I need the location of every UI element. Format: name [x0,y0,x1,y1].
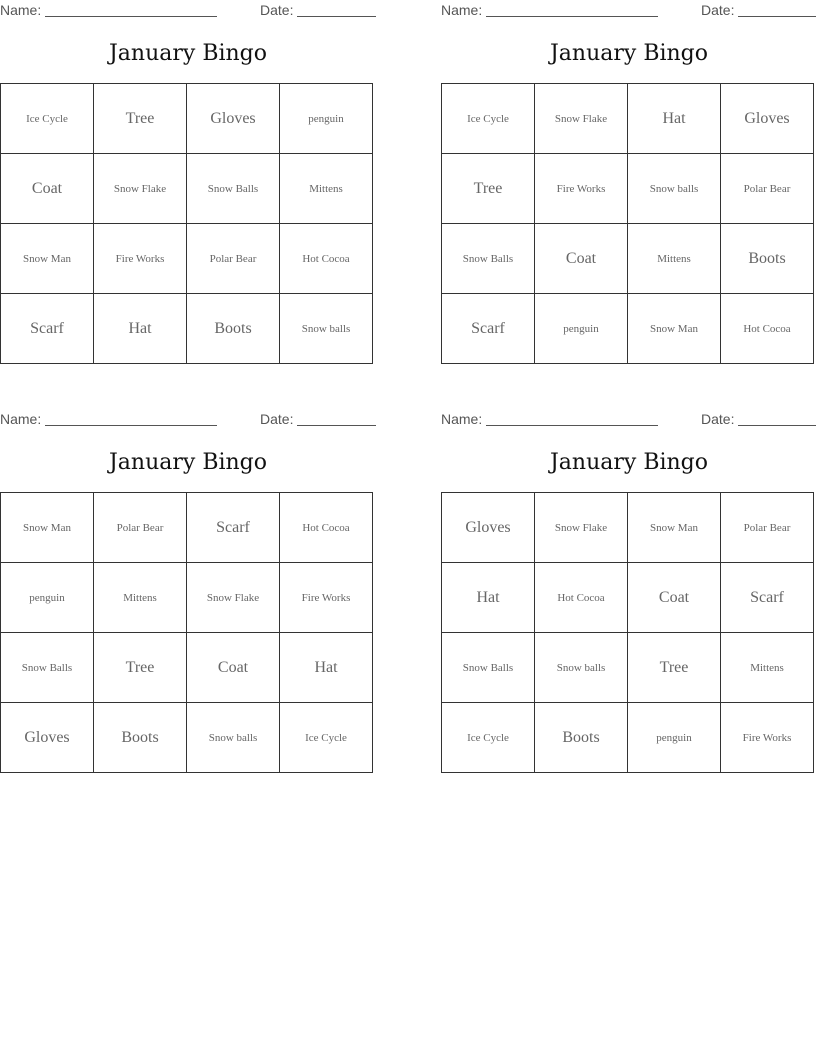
bingo-cell: Fire Works [94,224,187,294]
bingo-cell: Boots [721,224,814,294]
bingo-cell: Ice Cycle [280,703,373,773]
bingo-cell: Ice Cycle [442,84,535,154]
bingo-cell: Ice Cycle [1,84,94,154]
bingo-cell: Snow balls [628,154,721,224]
date-blank[interactable] [297,16,376,17]
bingo-cell: Hot Cocoa [280,224,373,294]
bingo-cell: Coat [628,563,721,633]
bingo-cell: Snow Flake [187,563,280,633]
bingo-cell: Gloves [1,703,94,773]
bingo-cell: Coat [1,154,94,224]
name-date-header [441,0,816,20]
bingo-cell: Snow Flake [535,84,628,154]
bingo-cell: Scarf [187,493,280,563]
date-label: Date: [701,411,735,427]
date-blank[interactable] [738,16,816,17]
bingo-cell: Snow Balls [442,633,535,703]
bingo-cell: Tree [94,633,187,703]
bingo-cell: Mittens [280,154,373,224]
bingo-cell: Polar Bear [721,493,814,563]
bingo-cell: penguin [628,703,721,773]
bingo-cell: Snow balls [280,294,373,364]
card-title: January Bingo [108,450,268,475]
bingo-cell: Fire Works [280,563,373,633]
bingo-cell: Polar Bear [721,154,814,224]
bingo-cell: Hot Cocoa [721,294,814,364]
bingo-grid [0,492,373,773]
bingo-cell: Boots [535,703,628,773]
bingo-cell: Snow Balls [1,633,94,703]
name-date-header [441,409,816,429]
bingo-cell: Coat [187,633,280,703]
name-label: Name: [441,2,483,18]
card-title: January Bingo [108,41,268,66]
bingo-cell: Fire Works [535,154,628,224]
bingo-cell: Gloves [187,84,280,154]
bingo-cell: Mittens [628,224,721,294]
date-label: Date: [260,411,294,427]
bingo-cell: Snow Man [1,224,94,294]
date-blank[interactable] [738,425,816,426]
bingo-cell: Hat [280,633,373,703]
bingo-cell: Snow balls [535,633,628,703]
bingo-cell: Mittens [721,633,814,703]
bingo-cell: Mittens [94,563,187,633]
date-label: Date: [701,2,735,18]
bingo-cell: Snow balls [187,703,280,773]
card-title: January Bingo [549,41,709,66]
bingo-cell: Boots [94,703,187,773]
date-label: Date: [260,2,294,18]
bingo-cell: Snow Flake [535,493,628,563]
bingo-cell: Gloves [442,493,535,563]
name-blank[interactable] [45,16,217,17]
bingo-cell: Scarf [442,294,535,364]
bingo-cell: Scarf [1,294,94,364]
bingo-cell: Snow Balls [442,224,535,294]
name-label: Name: [0,411,42,427]
name-blank[interactable] [486,425,658,426]
name-date-header [0,0,376,20]
bingo-cell: penguin [535,294,628,364]
bingo-cell: Fire Works [721,703,814,773]
bingo-cell: penguin [1,563,94,633]
bingo-cell: Polar Bear [187,224,280,294]
bingo-cell: Hot Cocoa [535,563,628,633]
bingo-cell: Snow Man [628,493,721,563]
name-blank[interactable] [45,425,217,426]
bingo-grid [441,83,814,364]
bingo-grid [441,492,814,773]
bingo-cell: penguin [280,84,373,154]
bingo-cell: Polar Bear [94,493,187,563]
bingo-cell: Gloves [721,84,814,154]
name-blank[interactable] [486,16,658,17]
name-label: Name: [441,411,483,427]
bingo-cell: Tree [94,84,187,154]
bingo-cell: Tree [628,633,721,703]
bingo-cell: Tree [442,154,535,224]
bingo-cell: Snow Balls [187,154,280,224]
bingo-cell: Ice Cycle [442,703,535,773]
bingo-cell: Hat [628,84,721,154]
bingo-cell: Scarf [721,563,814,633]
bingo-cell: Boots [187,294,280,364]
bingo-cell: Hat [442,563,535,633]
name-label: Name: [0,2,42,18]
card-title: January Bingo [549,450,709,475]
bingo-cell: Snow Man [1,493,94,563]
bingo-cell: Hot Cocoa [280,493,373,563]
bingo-cell: Snow Man [628,294,721,364]
name-date-header [0,409,376,429]
bingo-grid [0,83,373,364]
date-blank[interactable] [297,425,376,426]
bingo-cell: Coat [535,224,628,294]
bingo-cell: Hat [94,294,187,364]
bingo-cell: Snow Flake [94,154,187,224]
